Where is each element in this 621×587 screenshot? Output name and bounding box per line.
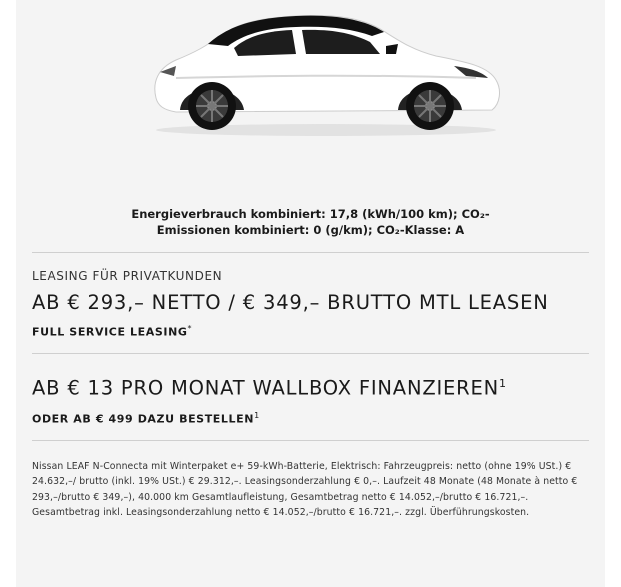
wallbox-footnote-mark: 1 — [499, 376, 507, 390]
wallbox-headline-text: AB € 13 PRO MONAT WALLBOX FINANZIEREN — [32, 376, 500, 400]
leasing-sub-text: FULL SERVICE LEASING — [32, 325, 188, 339]
wallbox-sub-footnote-mark: 1 — [254, 411, 260, 421]
car-image-area — [16, 0, 605, 196]
leasing-subline — [32, 324, 589, 339]
legal-text: Nissan LEAF N-Connecta mit Winterpaket e+ 59-kWh-Batterie, Elektrisch: Fahrzeugpreis: netto (ohne 19% USt.) € 24.632,–/ brutto (inkl. 19% USt.) € 29.312,–. Leasingsonderzahlung € 0,–. Laufzeit 48 Monate (48 Monate à netto € 293,–/brutto € 349,–), 40.000 km Gesamtlaufleistung, Gesamtbetrag netto € 14.052,–/brutto € 16.721,–. Gesamtbetrag inkl. Leasingsonderzahlung netto € 14.052,–/brutto € 16.721,–. zzgl. Überführungskosten. — [32, 460, 578, 519]
wallbox-section — [16, 370, 605, 426]
leasing-footnote-mark: * — [187, 324, 193, 333]
front-wheel — [406, 82, 454, 130]
leasing-headline: AB € 293,– NETTO / € 349,– BRUTTO MTL LEASEN — [32, 291, 549, 314]
wallbox-sub-text: ODER AB € 499 DAZU BESTELLEN — [32, 412, 255, 426]
divider — [32, 440, 589, 441]
rear-wheel — [188, 82, 236, 130]
divider — [32, 252, 589, 253]
divider — [32, 353, 589, 354]
wallbox-subline — [32, 411, 589, 426]
offer-card — [16, 0, 605, 587]
leasing-label: LEASING FÜR PRIVATKUNDEN — [32, 269, 223, 283]
energy-consumption-notice — [16, 206, 605, 238]
car-image — [136, 6, 516, 138]
wallbox-headline — [32, 370, 589, 402]
leasing-section — [16, 269, 605, 339]
energy-line-2: Emissionen kombiniert: 0 (g/km); CO₂-Klasse: A — [156, 223, 465, 237]
energy-line-1: Energieverbrauch kombiniert: 17,8 (kWh/100 km); CO₂- — [131, 207, 490, 221]
